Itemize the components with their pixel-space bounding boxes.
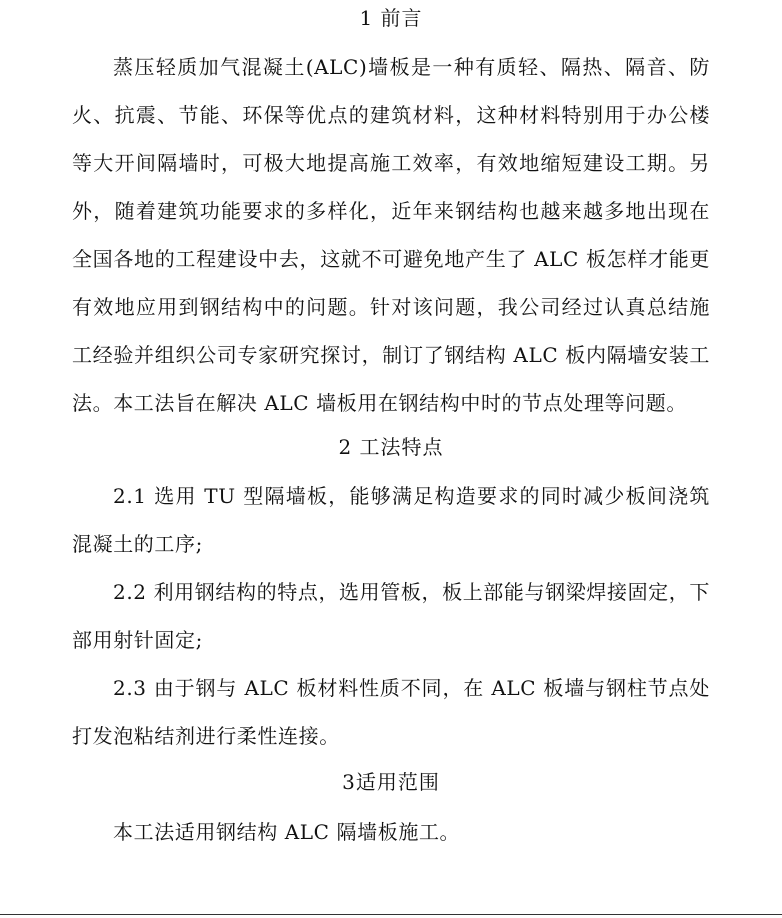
section-heading-method-features: 2 工法特点 (338, 435, 444, 459)
section-heading-foreword: 1 前言 (359, 6, 423, 30)
feature-item-2-1: 2.1 选用 TU 型隔墙板，能够满足构造要求的同时减少板间浇筑混凝土的工序; (72, 484, 710, 556)
feature-item-2-3: 2.3 由于钢与 ALC 板材料性质不同，在 ALC 板墙与钢柱节点处打发泡粘结剂进行柔性连接。 (72, 676, 710, 748)
feature-item-2-2: 2.2 利用钢结构的特点，选用管板，板上部能与钢梁焊接固定，下部用射针固定; (72, 580, 710, 652)
bottom-divider (0, 914, 782, 915)
section-heading-scope: 3适用范围 (342, 770, 440, 794)
foreword-paragraph: 蒸压轻质加气混凝土(ALC)墙板是一种有质轻、隔热、隔音、防火、抗震、节能、环保等优点的建筑材料，这种材料特别用于办公楼等大开间隔墙时，可极大地提高施工效率，有效地缩短建设工期。另外，随着建筑功能要求的多样化，近年来钢结构也越来越多地出现在全国各地的工程建设中去，这就不可避免地产生了 ALC 板怎样才能更有效地应用到钢结构中的问题。针对该问题，我公司经过认真总结施工经验并组织公司专家研究探讨，制订了钢结构 ALC 板内隔墙安装工法。本工法旨在解决 ALC 墙板用在钢结构中时的节点处理等问题。 (72, 55, 710, 415)
scope-paragraph: 本工法适用钢结构 ALC 隔墙板施工。 (113, 820, 461, 844)
